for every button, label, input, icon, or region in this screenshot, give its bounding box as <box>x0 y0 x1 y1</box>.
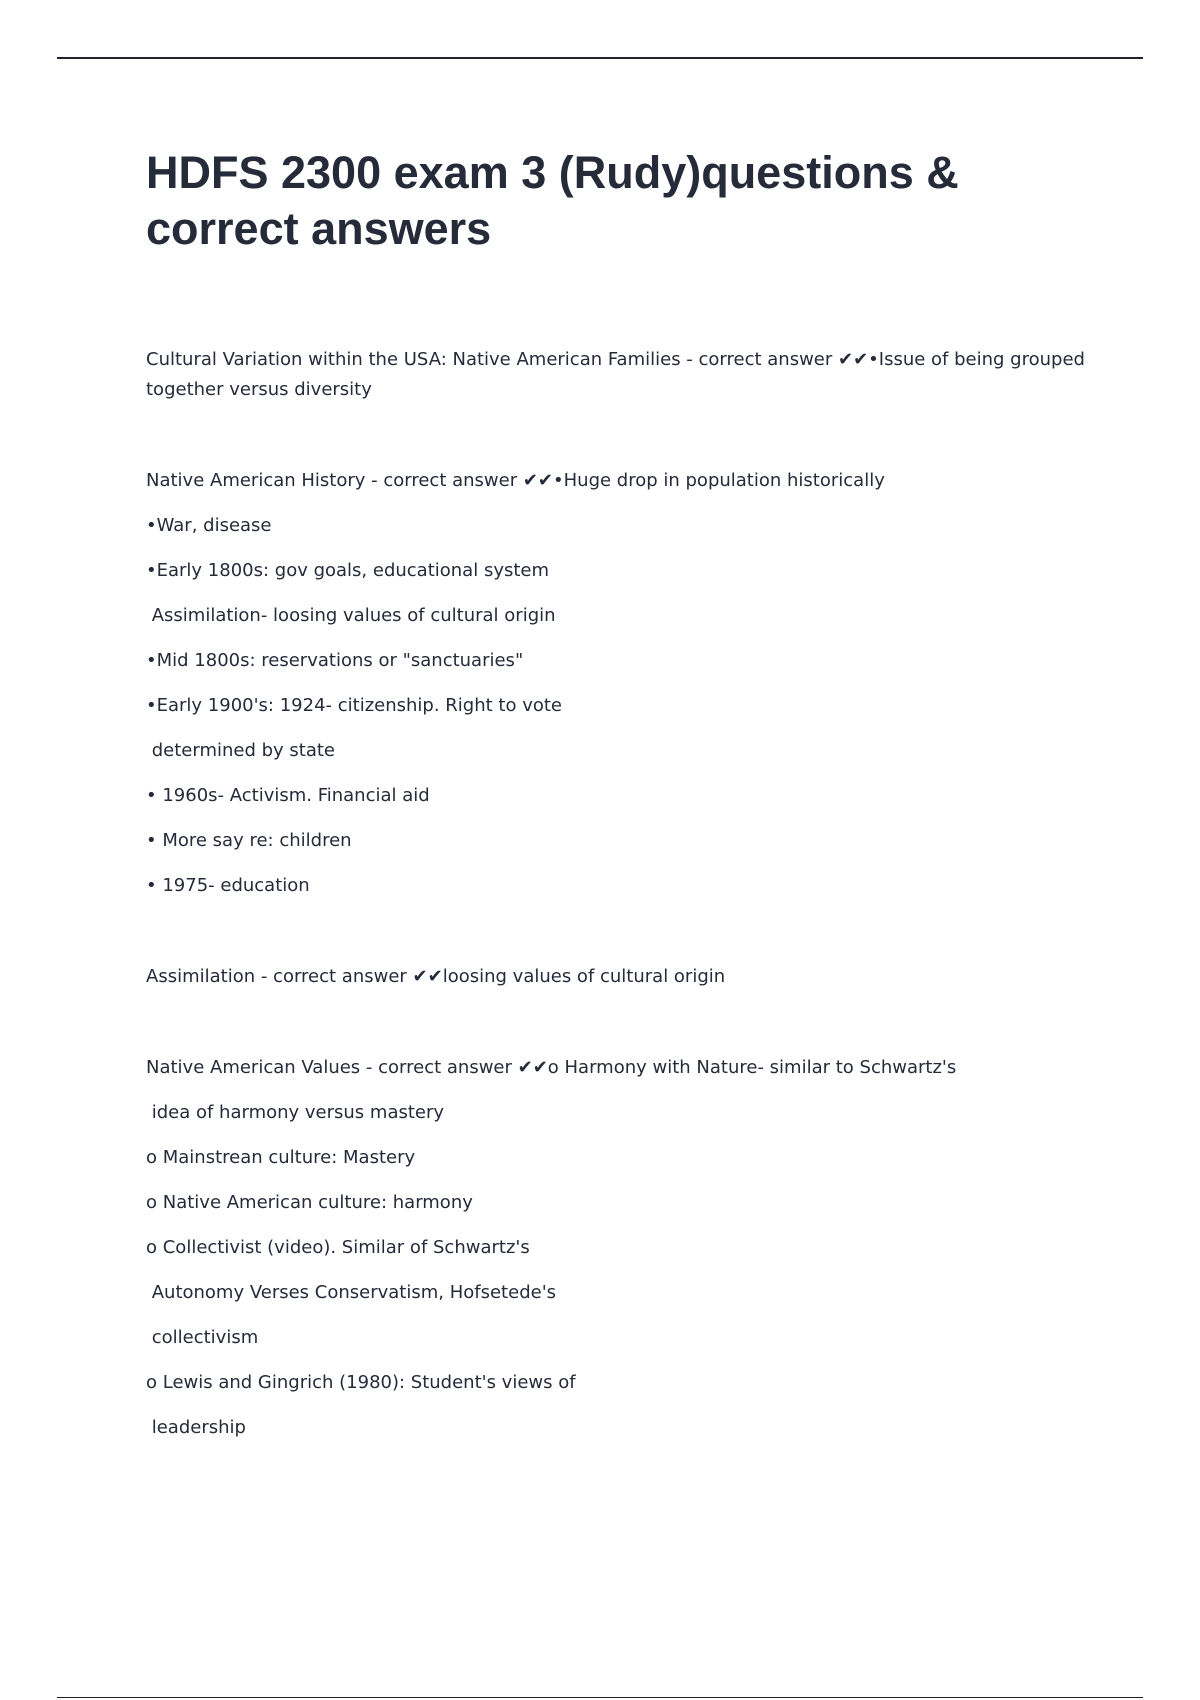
entry-line: •Early 1900's: 1924- citizenship. Right to vote <box>146 695 562 716</box>
entry-line: Autonomy Verses Conservatism, Hofsetede's <box>146 1282 557 1303</box>
entry-line: Assimilation - correct answer ✔✔loosing values of cultural origin <box>146 966 726 987</box>
entry-line: leadership <box>146 1417 246 1438</box>
entry-line: o Lewis and Gingrich (1980): Student's views of <box>146 1372 576 1393</box>
qa-entry-native-american-values <box>146 1053 1096 1443</box>
entry-line: • 1960s- Activism. Financial aid <box>146 785 430 806</box>
entry-line: Native American History - correct answer ✔✔•Huge drop in population historically <box>146 470 885 491</box>
entry-line: o Mainstrean culture: Mastery <box>146 1147 416 1168</box>
entry-text: Cultural Variation within the USA: Native American Families - correct answer ✔✔•Issue of being grouped together versus diversity <box>146 349 1085 400</box>
entry-line: Native American Values - correct answer ✔✔o Harmony with Nature- similar to Schwartz's <box>146 1057 957 1078</box>
footer-rule <box>57 1697 1143 1698</box>
entry-line: collectivism <box>146 1327 259 1348</box>
entry-line: o Collectivist (video). Similar of Schwartz's <box>146 1237 530 1258</box>
document-body <box>146 345 1096 1443</box>
qa-entry-assimilation <box>146 962 1096 992</box>
document-title: HDFS 2300 exam 3 (Rudy)questions & correct answers <box>146 147 959 254</box>
entry-line: • More say re: children <box>146 830 352 851</box>
qa-entry-cultural-variation <box>146 345 1096 405</box>
entry-line: •War, disease <box>146 515 272 536</box>
qa-entry-native-american-history <box>146 466 1096 901</box>
entry-line: • 1975- education <box>146 875 310 896</box>
entry-line: determined by state <box>146 740 335 761</box>
entry-line: •Mid 1800s: reservations or "sanctuaries" <box>146 650 524 671</box>
entry-line: •Early 1800s: gov goals, educational system <box>146 560 550 581</box>
entry-line: o Native American culture: harmony <box>146 1192 473 1213</box>
entry-line: idea of harmony versus mastery <box>146 1102 445 1123</box>
entry-line: Assimilation- loosing values of cultural origin <box>146 605 556 626</box>
header-rule <box>57 57 1143 59</box>
